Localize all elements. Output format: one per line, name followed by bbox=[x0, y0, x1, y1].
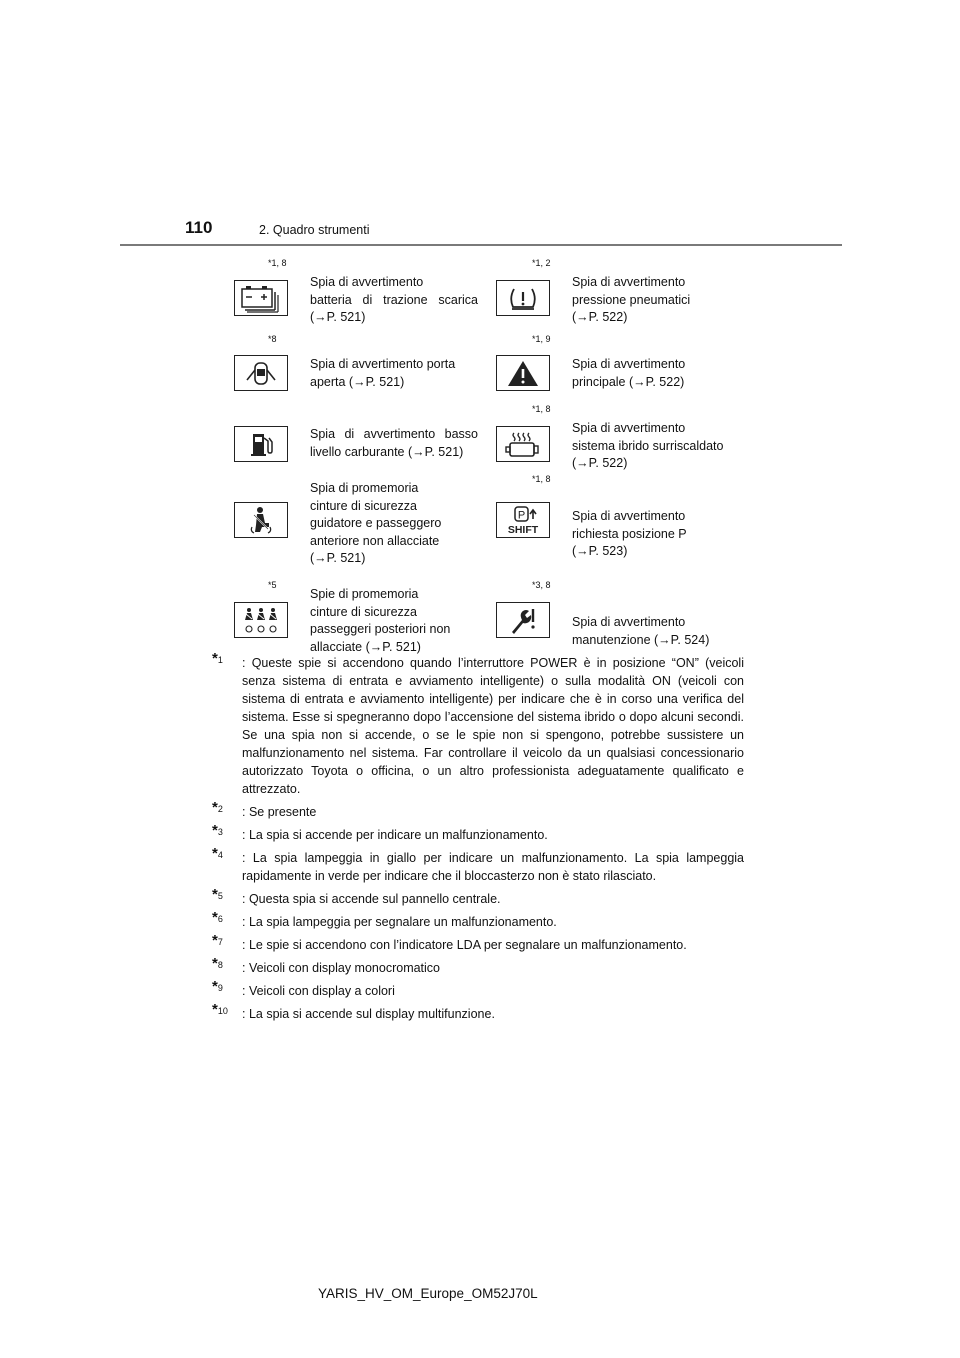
indicator-cell bbox=[496, 404, 766, 480]
footnote-number: 8 bbox=[217, 960, 223, 970]
footnote-number: 5 bbox=[217, 891, 223, 901]
description-line: (→P. 523) bbox=[572, 544, 628, 558]
indicator-description bbox=[310, 480, 478, 568]
indicator-cell bbox=[210, 334, 480, 410]
footnote-marker: *2 bbox=[212, 799, 223, 816]
indicator-cell bbox=[210, 480, 480, 586]
indicator-table bbox=[210, 258, 750, 670]
footnote bbox=[212, 955, 744, 977]
footnote-marker: *4 bbox=[212, 845, 223, 862]
description-line: (→P. 522) bbox=[572, 456, 628, 470]
rear-seatbelt-icon bbox=[234, 602, 288, 638]
footnote-text: : La spia si accende per indicare un malfunzionamento. bbox=[242, 828, 548, 842]
description-line: Spia di avvertimento basso bbox=[310, 427, 478, 441]
footnote-marker: *7 bbox=[212, 932, 223, 949]
indicator-cell bbox=[210, 258, 480, 340]
description-line: Spia di promemoria bbox=[310, 481, 419, 495]
footnote-marker: *3 bbox=[212, 822, 223, 839]
footnote bbox=[212, 978, 744, 1000]
footnote-number: 9 bbox=[217, 983, 223, 993]
footnote-marker: *8 bbox=[212, 955, 223, 972]
p-letter: P bbox=[517, 509, 526, 522]
indicator-description bbox=[572, 356, 752, 391]
description-line: Spia di avvertimento bbox=[572, 615, 686, 629]
indicator-cell bbox=[210, 410, 480, 480]
footnote-text: : Veicoli con display monocromatico bbox=[242, 961, 441, 975]
description-line: manutenzione (→P. 524) bbox=[572, 632, 710, 647]
description-line: Spia di avvertimento bbox=[572, 509, 686, 523]
footnote-number: 3 bbox=[217, 827, 223, 837]
footnote-text: : La spia lampeggia per segnalare un malfunzionamento. bbox=[242, 915, 557, 929]
footnote-marker: *10 bbox=[212, 1001, 228, 1018]
description-line: Spia di avvertimento bbox=[310, 275, 424, 289]
description-line: cinture di sicurezza bbox=[310, 604, 417, 619]
footnote-list bbox=[212, 650, 744, 1028]
footnote-text: : La spia lampeggia in giallo per indicare un malfunzionamento. La spia lampeggia rapidamente in verde per indicare che il bloccasterzo non è stato rilasciato. bbox=[242, 851, 744, 883]
indicator-description bbox=[310, 586, 478, 656]
maintenance-icon bbox=[496, 602, 550, 638]
footnote-number: 1 bbox=[217, 655, 223, 665]
footnote-marker: *6 bbox=[212, 909, 223, 926]
description-line: cinture di sicurezza bbox=[310, 498, 417, 513]
indicator-description bbox=[572, 508, 752, 561]
indicator-description bbox=[310, 426, 478, 461]
footnote-text: : Questa spia si accende sul pannello centrale. bbox=[242, 892, 501, 906]
master-warning-icon bbox=[496, 355, 550, 391]
footnote-marker: *9 bbox=[212, 978, 223, 995]
footnote bbox=[212, 932, 744, 954]
footnote-text: : Veicoli con display a colori bbox=[242, 984, 395, 998]
description-line: guidatore e passeggero bbox=[310, 516, 442, 530]
footnote-text: : La spia si accende sul display multifunzione. bbox=[242, 1007, 495, 1021]
p-shift-icon bbox=[496, 502, 550, 538]
section-title: 2. Quadro strumenti bbox=[259, 223, 370, 237]
footnote-text: : Queste spie si accendono quando l’interruttore POWER è in posizione “ON” (veicoli senza sistema di entrata e avviamento intelligente) o sulla modalità ON (veicoli con sistema di entrata e avviamento intelligente) per indicare che è in corso una verifica del sistema. Esse si spegneranno dopo l’accensione del sistema ibrido o dopo alcuni secondi. Se una spia non si accende, o se le spie non si spengono, potrebbe sussistere un malfunzionamento nel sistema. Far controllare il veicolo da un qualsiasi concessionario autorizzato Toyota o officina, o un altro professionista adeguatamente qualificato e attrezzato. bbox=[242, 656, 744, 796]
indicator-row bbox=[210, 258, 750, 340]
description-line: Spia di avvertimento bbox=[572, 275, 686, 289]
header-rule bbox=[120, 244, 842, 246]
description-line: passeggeri posteriori non bbox=[310, 622, 451, 636]
footnote-number: 7 bbox=[217, 937, 223, 947]
footnote-number: 4 bbox=[217, 850, 223, 860]
description-line: Spia di avvertimento bbox=[572, 421, 686, 435]
indicator-description bbox=[310, 274, 478, 327]
footnote-number: 6 bbox=[217, 914, 223, 924]
footnote-ref: *5 bbox=[268, 580, 277, 590]
footnote-ref: *1, 8 bbox=[532, 404, 551, 414]
indicator-description bbox=[310, 356, 478, 391]
footnote-marker: *1 bbox=[212, 650, 223, 667]
page-number: 110 bbox=[185, 218, 213, 237]
footnote bbox=[212, 845, 744, 885]
description-line: aperta (→P. 521) bbox=[310, 374, 405, 389]
footnote-ref: *1, 2 bbox=[532, 258, 551, 268]
description-line: sistema ibrido surriscaldato bbox=[572, 438, 724, 453]
description-line: principale (→P. 522) bbox=[572, 374, 685, 389]
footnote-number: 10 bbox=[217, 1006, 228, 1016]
indicator-description bbox=[572, 614, 752, 649]
footnote-text: : Le spie si accendono con l’indicatore LDA per segnalare un malfunzionamento. bbox=[242, 938, 687, 952]
traction-battery-icon bbox=[234, 280, 288, 316]
footnote-marker: *5 bbox=[212, 886, 223, 903]
description-line: livello carburante (→P. 521) bbox=[310, 444, 464, 459]
door-open-icon bbox=[234, 355, 288, 391]
description-line: (→P. 521) bbox=[310, 551, 366, 565]
description-line: (→P. 522) bbox=[572, 310, 628, 324]
description-line: richiesta posizione P bbox=[572, 526, 687, 541]
indicator-description bbox=[572, 420, 752, 473]
description-line: pressione pneumatici bbox=[572, 292, 691, 307]
footnote-ref: *1, 8 bbox=[268, 258, 287, 268]
footnote bbox=[212, 909, 744, 931]
footnote-ref: *1, 9 bbox=[532, 334, 551, 344]
footnote bbox=[212, 799, 744, 821]
description-line: (→P. 521) bbox=[310, 310, 366, 324]
footnote-text: : Se presente bbox=[242, 805, 317, 819]
indicator-description bbox=[572, 274, 752, 327]
footnote bbox=[212, 650, 744, 798]
tire-pressure-icon bbox=[496, 280, 550, 316]
description-line: Spie di promemoria bbox=[310, 587, 419, 601]
footnote bbox=[212, 886, 744, 908]
seatbelt-icon bbox=[234, 502, 288, 538]
description-line: anteriore non allacciate bbox=[310, 533, 440, 548]
hybrid-overheat-icon bbox=[496, 426, 550, 462]
description-line: batteria di trazione scarica bbox=[310, 292, 478, 307]
document-code: YARIS_HV_OM_Europe_OM52J70L bbox=[318, 1286, 538, 1301]
footnote-number: 2 bbox=[217, 804, 223, 814]
indicator-row bbox=[210, 404, 750, 480]
description-line: Spia di avvertimento porta bbox=[310, 357, 456, 371]
footnote bbox=[212, 1001, 744, 1023]
indicator-row bbox=[210, 334, 750, 410]
indicator-row bbox=[210, 474, 750, 586]
indicator-cell bbox=[496, 334, 766, 410]
indicator-cell bbox=[496, 474, 766, 586]
indicator-cell bbox=[496, 258, 766, 340]
fuel-pump-icon bbox=[234, 426, 288, 462]
description-line: allacciate (→P. 521) bbox=[310, 639, 421, 654]
footnote-ref: *8 bbox=[268, 334, 277, 344]
footnote-ref: *1, 8 bbox=[532, 474, 551, 484]
description-line: Spia di avvertimento bbox=[572, 357, 686, 371]
footnote bbox=[212, 822, 744, 844]
footnote-ref: *3, 8 bbox=[532, 580, 551, 590]
shift-text: SHIFT bbox=[507, 524, 539, 535]
